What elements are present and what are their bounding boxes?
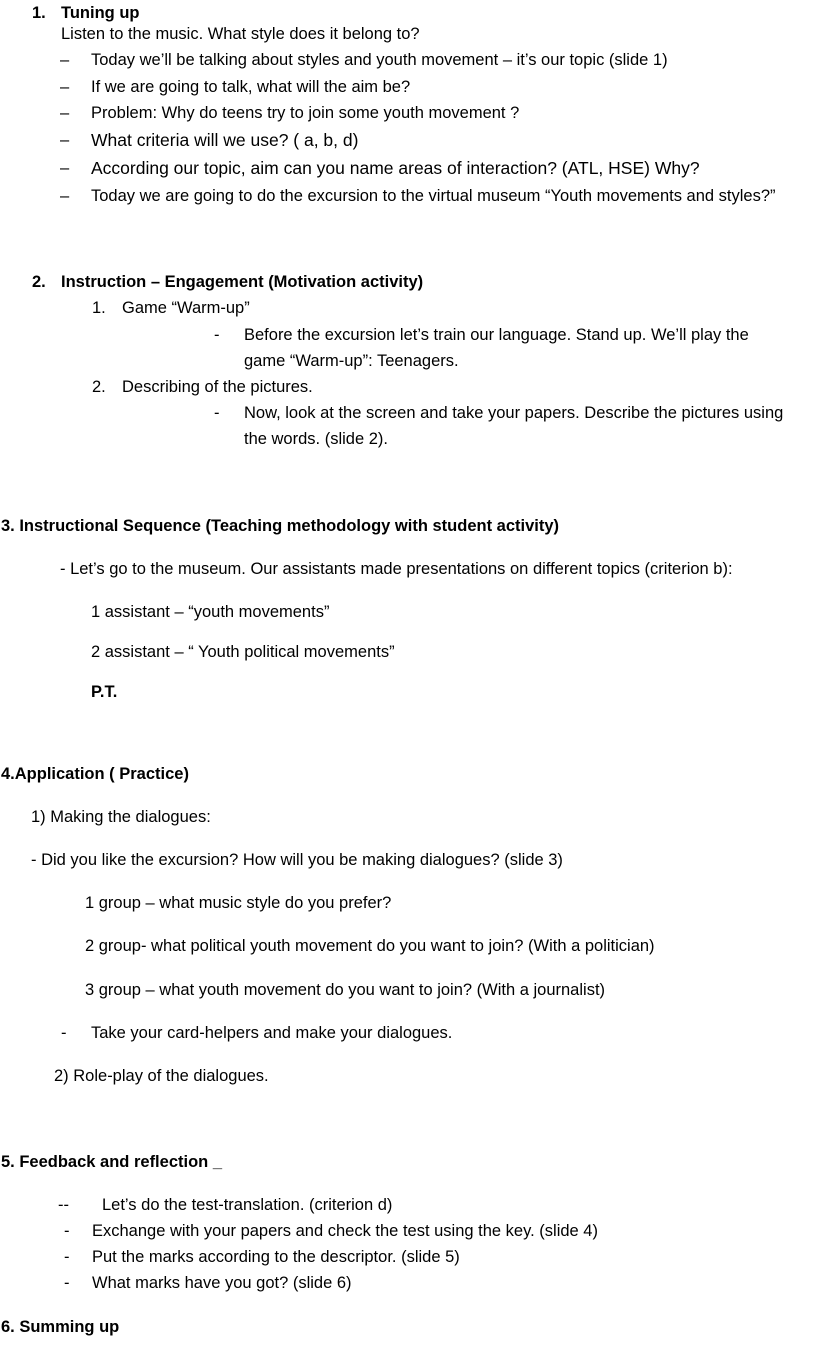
section-2-number: 2. <box>32 273 46 291</box>
subitem-text: Before the excursion let’s train our language. Stand up. We’ll play the <box>244 326 749 344</box>
section-3-line: - Let’s go to the museum. Our assistants made presentations on different topics (criterion b): <box>60 560 733 578</box>
list-item: Let’s do the test-translation. (criterion d) <box>102 1196 393 1214</box>
subitem-dash: - <box>214 404 220 422</box>
list-dash: - <box>61 1024 67 1042</box>
section-4-line: Take your card-helpers and make your dialogues. <box>91 1024 453 1042</box>
list-item: Today we’ll be talking about styles and youth movement – it’s our topic (slide 1) <box>91 51 668 69</box>
subitem-number: 1. <box>92 299 106 317</box>
group-line: 3 group – what youth movement do you want to join? (With a journalist) <box>85 981 606 999</box>
section-4-line: - Did you like the excursion? How will you be making dialogues? (slide 3) <box>31 851 563 869</box>
subitem-number: 2. <box>92 378 106 396</box>
section-4-line: 1) Making the dialogues: <box>31 808 211 826</box>
section-4-title: 4.Application ( Practice) <box>1 765 189 783</box>
group-line: 2 group- what political youth movement do you want to join? (With a politician) <box>85 937 655 955</box>
list-item: Today we are going to do the excursion to the virtual museum “Youth movements and styles?” <box>91 187 776 205</box>
subitem-title: Game “Warm-up” <box>122 299 250 317</box>
list-item: If we are going to talk, what will the aim be? <box>91 78 411 96</box>
list-item: What criteria will we use? ( a, b, d) <box>91 130 359 150</box>
section-2-title: Instruction – Engagement (Motivation activity) <box>61 273 424 291</box>
list-item: According our topic, aim can you name areas of interaction? (ATL, HSE) Why? <box>91 158 700 178</box>
section-5-title: 5. Feedback and reflection _ <box>1 1153 222 1171</box>
list-dash: – <box>60 104 70 122</box>
list-dash: - <box>64 1222 70 1240</box>
list-dash: – <box>60 51 70 69</box>
list-item: Exchange with your papers and check the test using the key. (slide 4) <box>92 1222 598 1240</box>
list-item: Problem: Why do teens try to join some youth movement ? <box>91 104 520 122</box>
subitem-dash: - <box>214 326 220 344</box>
list-item: What marks have you got? (slide 6) <box>92 1274 352 1292</box>
list-dash: – <box>60 78 70 96</box>
pt-label: P.T. <box>91 683 118 701</box>
section-6-title: 6. Summing up <box>1 1318 120 1336</box>
subitem-text: game “Warm-up”: Teenagers. <box>244 352 459 370</box>
list-dash: – <box>60 159 70 177</box>
assistant-line: 1 assistant – “youth movements” <box>91 603 330 621</box>
subitem-text: Now, look at the screen and take your papers. Describe the pictures using <box>244 404 784 422</box>
section-1-number: 1. <box>32 4 46 22</box>
assistant-line: 2 assistant – “ Youth political movements” <box>91 643 395 661</box>
list-dash: - <box>64 1248 70 1266</box>
section-3-title: 3. Instructional Sequence (Teaching methodology with student activity) <box>1 517 560 535</box>
list-dash: – <box>60 131 70 149</box>
subitem-title: Describing of the pictures. <box>122 378 313 396</box>
list-dash: -- <box>58 1196 69 1214</box>
list-dash: – <box>60 187 70 205</box>
subitem-text: the words. (slide 2). <box>244 430 388 448</box>
list-dash: - <box>64 1274 70 1292</box>
section-1-title: Tuning up <box>61 4 140 22</box>
list-item: Put the marks according to the descriptor. (slide 5) <box>92 1248 460 1266</box>
group-line: 1 group – what music style do you prefer? <box>85 894 392 912</box>
section-1-intro: Listen to the music. What style does it belong to? <box>61 25 420 43</box>
section-4-line: 2) Role-play of the dialogues. <box>54 1067 269 1085</box>
